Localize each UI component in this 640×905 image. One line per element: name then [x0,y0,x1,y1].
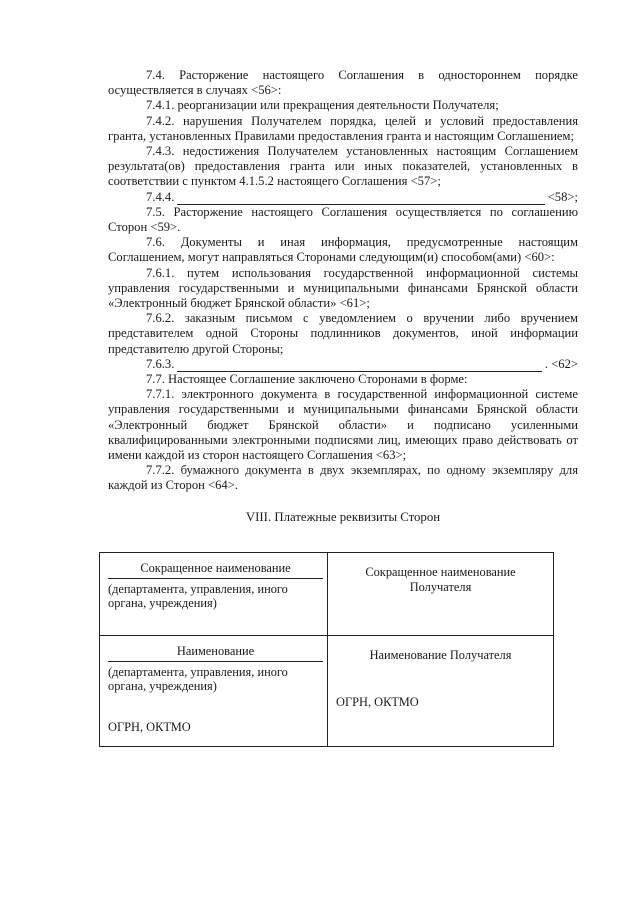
cell-left-short-name [100,553,328,636]
right-name-caption: Наименование Получателя [369,648,512,662]
clause-7-6-3 [108,357,578,372]
table-row [100,636,554,747]
clause-7-4: 7.4. Расторжение настоящего Соглашения в одностороннем порядке осуществляется в случаях <56>: [108,68,578,98]
left-name-caption: Наименование [108,644,323,662]
left-ogrn: ОГРН, ОКТМО [108,719,191,734]
clause-7-4-2: 7.4.2. нарушения Получателем порядка, целей и условий предоставления гранта, установленных Правилами предоставления гранта и настоящим Соглашением; [108,113,578,143]
cell-left-name [100,636,328,747]
clause-7-6: 7.6. Документы и иная информация, предусмотренные настоящим Соглашением, могут направляться Сторонами следующим(и) способом(ами) <60>: [108,235,578,265]
clause-7-6-1: 7.6.1. путем использования государственной информационной системы управления государственными и муниципальными финансами Брянской области «Электронный бюджет Брянской области» <61>; [108,265,578,311]
clause-7-4-4 [108,190,578,205]
clause-7-5: 7.5. Расторжение настоящего Соглашения осуществляется по соглашению Сторон <59>. [108,204,578,235]
cell-right-name [328,636,554,747]
right-short-name-caption: Сокращенное наименование Получателя [365,565,516,594]
blank-line [177,193,544,205]
clause-7-4-1: 7.4.1. реорганизации или прекращения деятельности Получателя; [146,98,499,113]
cell-right-short-name [328,553,554,636]
clause-7-7-1: 7.7.1. электронного документа в государственной информационной системе управления государственными и муниципальными финансами Брянской области «Электронный бюджет Брянской области» и подписано усиленными квалифицированными электронными подписями лиц, имеющих право действовать от имени каждой из сторон настоящего Соглашения <63>; [108,387,578,463]
payment-details-table [99,552,554,747]
left-short-name-sub: (департамента, управления, иного органа, учреждения) [108,581,288,610]
section-title: VIII. Платежные реквизиты Сторон [245,509,441,524]
left-name-sub: (департамента, управления, иного органа, учреждения) [108,664,288,693]
clause-7-7-2: 7.7.2. бумажного документа в двух экземплярах, по одному экземпляру для каждой из Сторон <64>. [108,463,578,493]
document-body [108,68,578,525]
right-ogrn: ОГРН, ОКТМО [336,694,419,709]
clause-7-4-4-number: 7.4.4. [146,189,175,204]
clause-7-4-3: 7.4.3. недостижения Получателем установленных настоящим Соглашением результата(ов) предоставления гранта или иных показателей, установленных в соответствии с пунктом 4.1.5.2 настоящего Соглашения <57>; [108,144,578,189]
blank-line [177,360,542,372]
clause-7-6-2: 7.6.2. заказным письмом с уведомлением о вручении либо вручением представителем одной Стороны подлинников документов, иной информации представителю другой Стороны; [108,311,578,356]
clause-7-6-3-number: 7.6.3. [146,356,175,371]
clause-7-7: 7.7. Настоящее Соглашение заключено Сторонами в форме: [146,372,468,387]
clause-7-4-4-footnote: <58>; [547,189,578,204]
left-short-name-caption: Сокращенное наименование [108,561,323,579]
table-row [100,553,554,636]
clause-7-6-3-footnote: . <62> [544,356,578,371]
